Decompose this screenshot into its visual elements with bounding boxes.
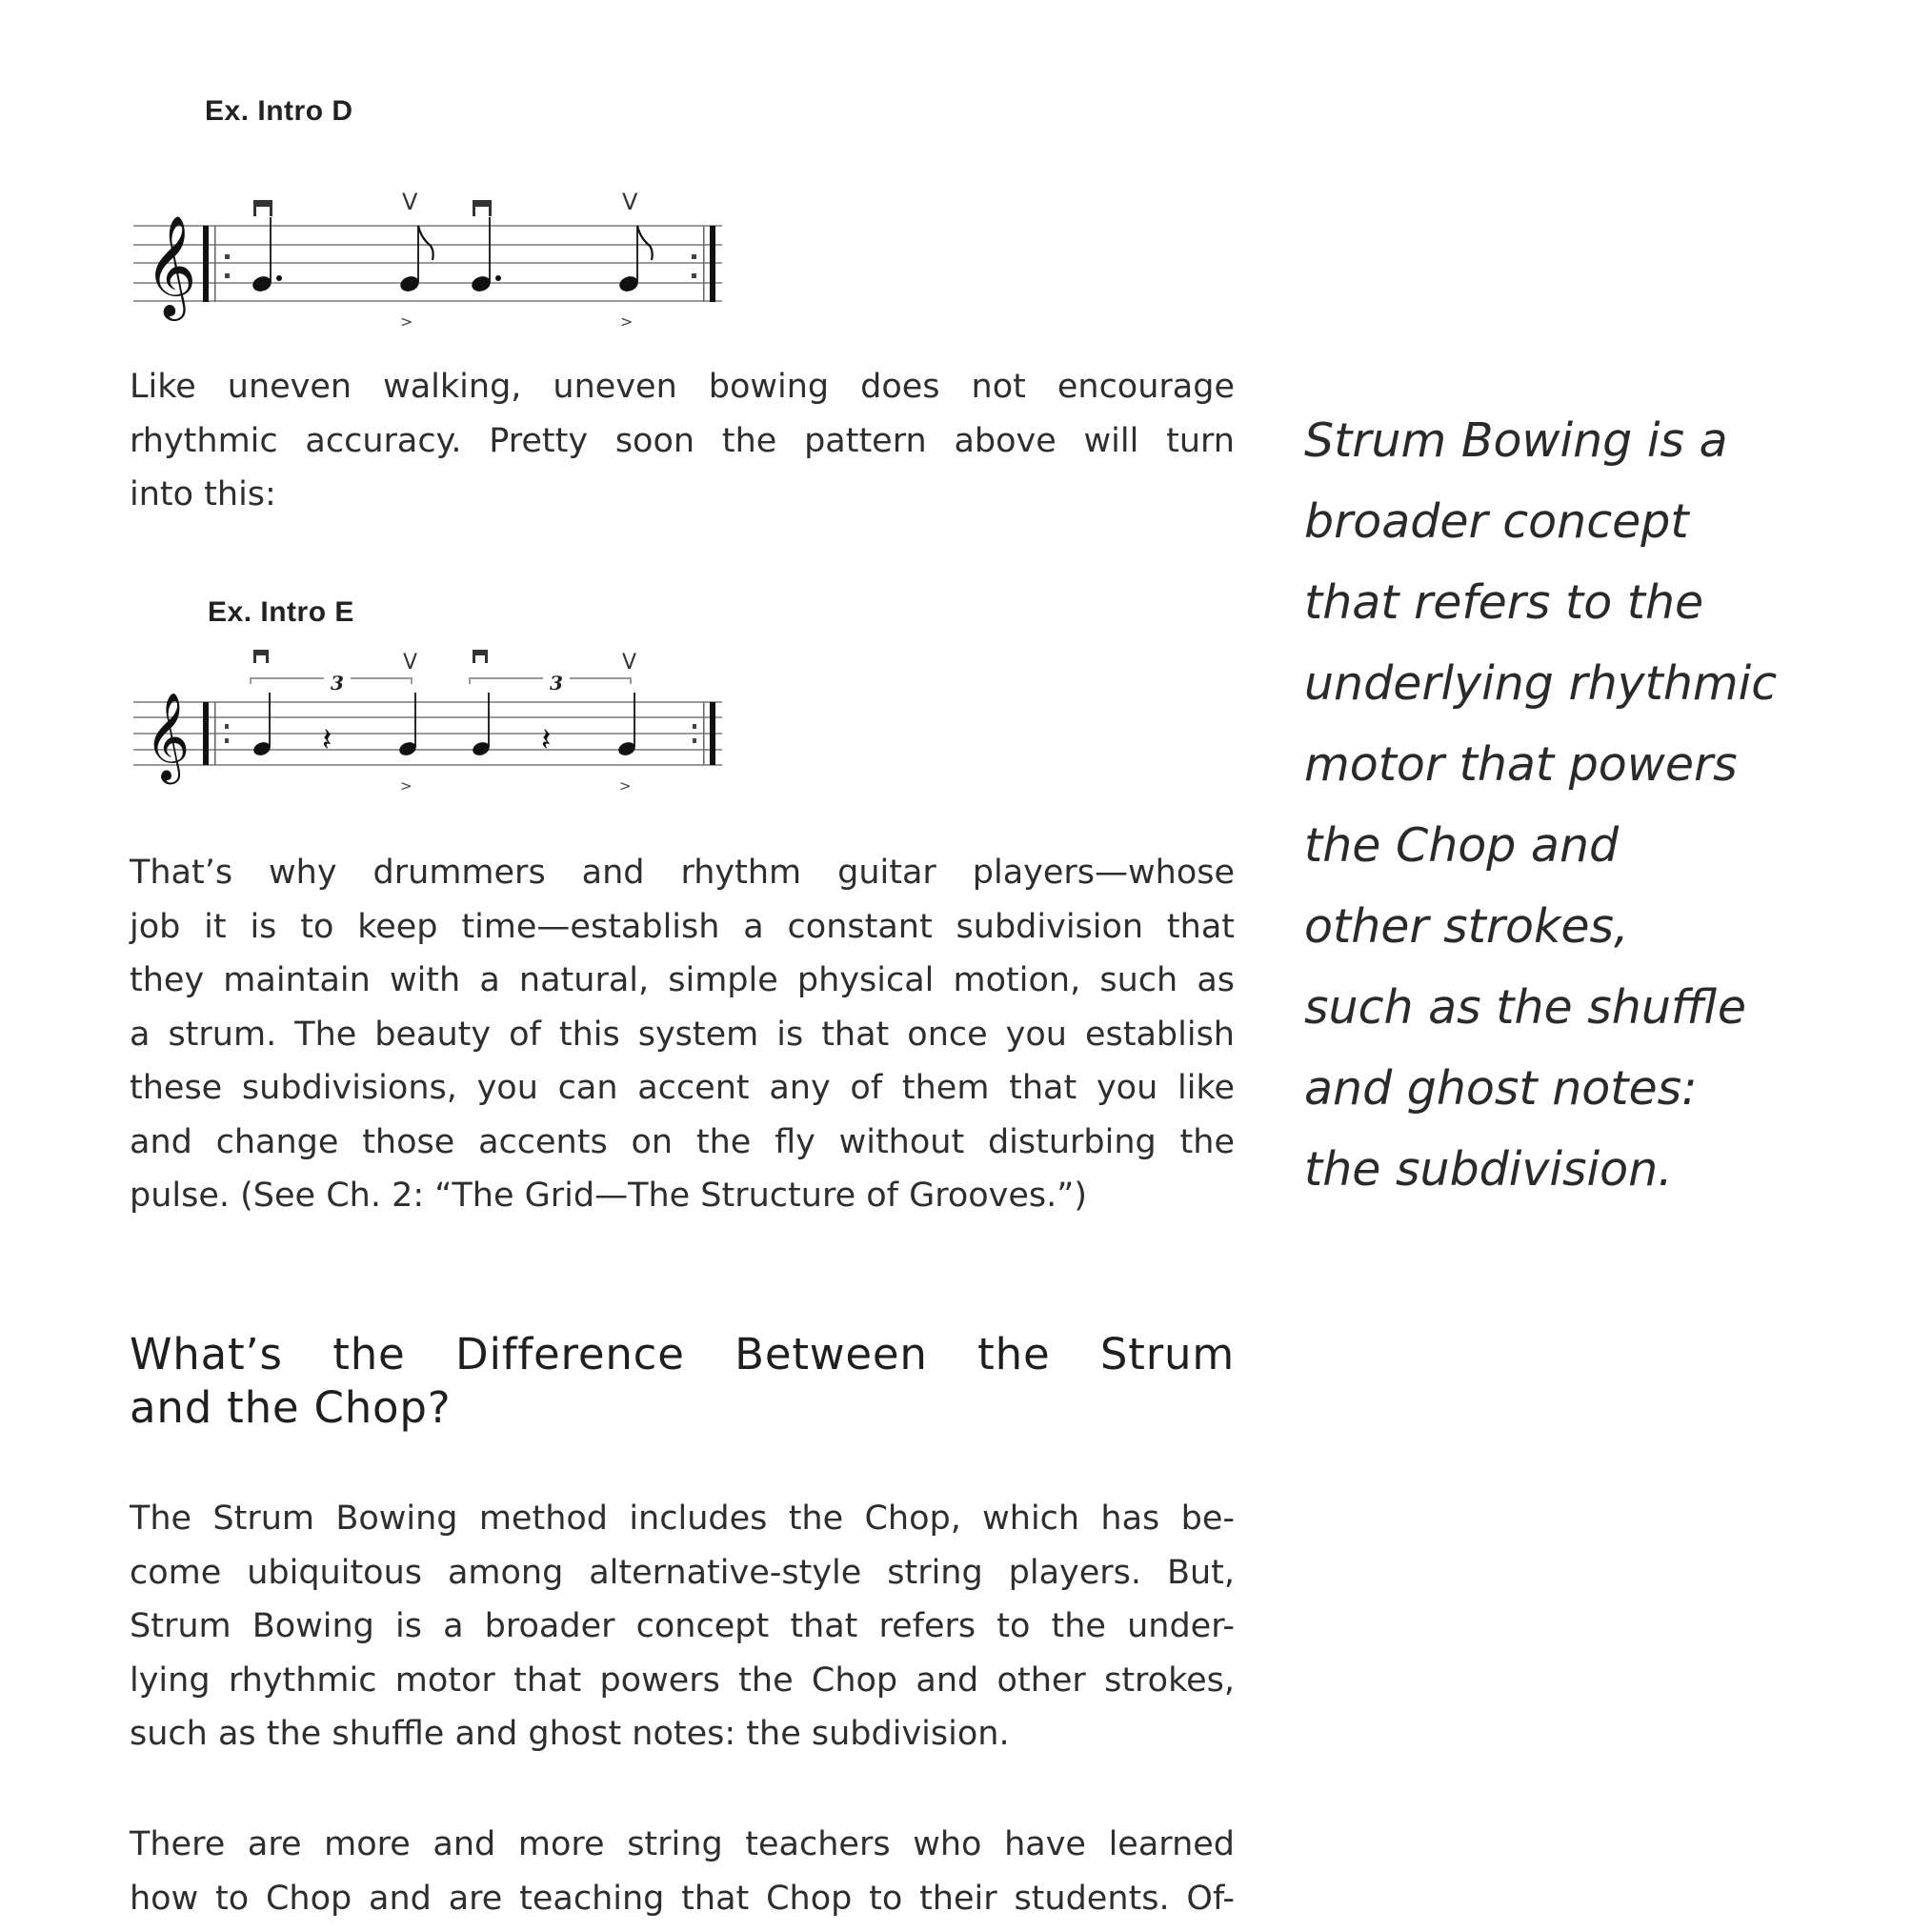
eighth-rest-icon: 𝄽	[541, 721, 552, 759]
treble-clef-icon: 𝄞	[145, 214, 197, 316]
down-bow-icon	[253, 650, 269, 663]
text-line: these subdivisions, you can accent any of them that you like	[130, 1069, 1235, 1107]
accent-icon: >	[619, 777, 632, 795]
up-bow-icon: V	[622, 189, 638, 215]
text-line: Strum Bowing is a broader concept that refers to the under-	[130, 1607, 1235, 1645]
down-bow-icon	[473, 200, 492, 216]
pull-quote-line: Strum Bowing is a	[1304, 413, 1728, 468]
text-line: pulse. (See Ch. 2: “The Grid—The Structure of Grooves.”)	[130, 1177, 1088, 1215]
text-line: how to Chop and are teaching that Chop to their students. Of-	[130, 1879, 1235, 1918]
text-line: rhythmic accuracy. Pretty soon the pattern above will turn	[130, 421, 1235, 460]
text-line: lying rhythmic motor that powers the Chop and other strokes,	[130, 1660, 1235, 1700]
paragraph-1	[130, 360, 1235, 522]
text-line: and change those accents on the fly without disturbing the	[130, 1122, 1235, 1161]
eighth-rest-icon: 𝄽	[322, 721, 332, 759]
down-bow-icon	[473, 650, 488, 663]
pull-quote-line: other strokes,	[1304, 899, 1629, 954]
accent-icon: >	[620, 312, 634, 331]
up-bow-icon: V	[622, 651, 637, 674]
accent-icon: >	[400, 777, 413, 795]
up-bow-icon: V	[403, 651, 418, 674]
text-line: come ubiquitous among alternative-style string players. But,	[130, 1553, 1235, 1592]
text-line: The Strum Bowing method includes the Chop, which has be-	[130, 1499, 1235, 1538]
pull-quote-line: underlying rhythmic	[1304, 656, 1778, 711]
pull-quote-line: the Chop and	[1304, 818, 1620, 873]
text-line: job it is to keep time—establish a constant subdivision that	[130, 907, 1235, 946]
pull-quote-line: motor that powers	[1304, 737, 1738, 792]
music-staff-intro-e	[124, 638, 753, 800]
down-bow-icon	[253, 200, 272, 216]
paragraph-2	[130, 846, 1235, 1223]
heading-line: What’s the Difference Between the Strum	[130, 1329, 1235, 1379]
example-label-intro-e: Ex. Intro E	[208, 596, 354, 628]
pull-quote-line: such as the shuffle	[1304, 980, 1747, 1035]
accent-icon: >	[400, 312, 413, 331]
pull-quote-line: and ghost notes:	[1304, 1061, 1698, 1116]
paragraph-4	[130, 1818, 1235, 1925]
text-line: a strum. The beauty of this system is that once you establish	[130, 1015, 1235, 1054]
tuplet-number: 3	[550, 672, 563, 694]
text-line: into this:	[130, 475, 276, 513]
section-heading	[130, 1328, 1235, 1435]
text-line: That’s why drummers and rhythm guitar players—whose	[130, 854, 1235, 892]
pull-quote-line: broader concept	[1304, 494, 1689, 549]
pull-quote-line: the subdivision.	[1304, 1142, 1673, 1197]
music-staff-intro-d	[124, 143, 753, 331]
pull-quote-line: that refers to the	[1304, 575, 1704, 630]
text-line: Like uneven walking, uneven bowing does not encourage	[130, 368, 1235, 406]
text-line: such as the shuffle and ghost notes: the subdivision.	[130, 1715, 1010, 1753]
heading-line: and the Chop?	[130, 1382, 452, 1433]
paragraph-3	[130, 1492, 1235, 1761]
up-bow-icon: V	[402, 189, 418, 215]
text-line: There are more and more string teachers who have learned	[130, 1825, 1235, 1863]
text-line: they maintain with a natural, simple physical motion, such as	[130, 961, 1235, 999]
example-label-intro-d: Ex. Intro D	[205, 95, 353, 127]
treble-clef-icon: 𝄞	[145, 692, 191, 780]
tuplet-number: 3	[331, 672, 344, 694]
pull-quote	[1304, 400, 1895, 1210]
